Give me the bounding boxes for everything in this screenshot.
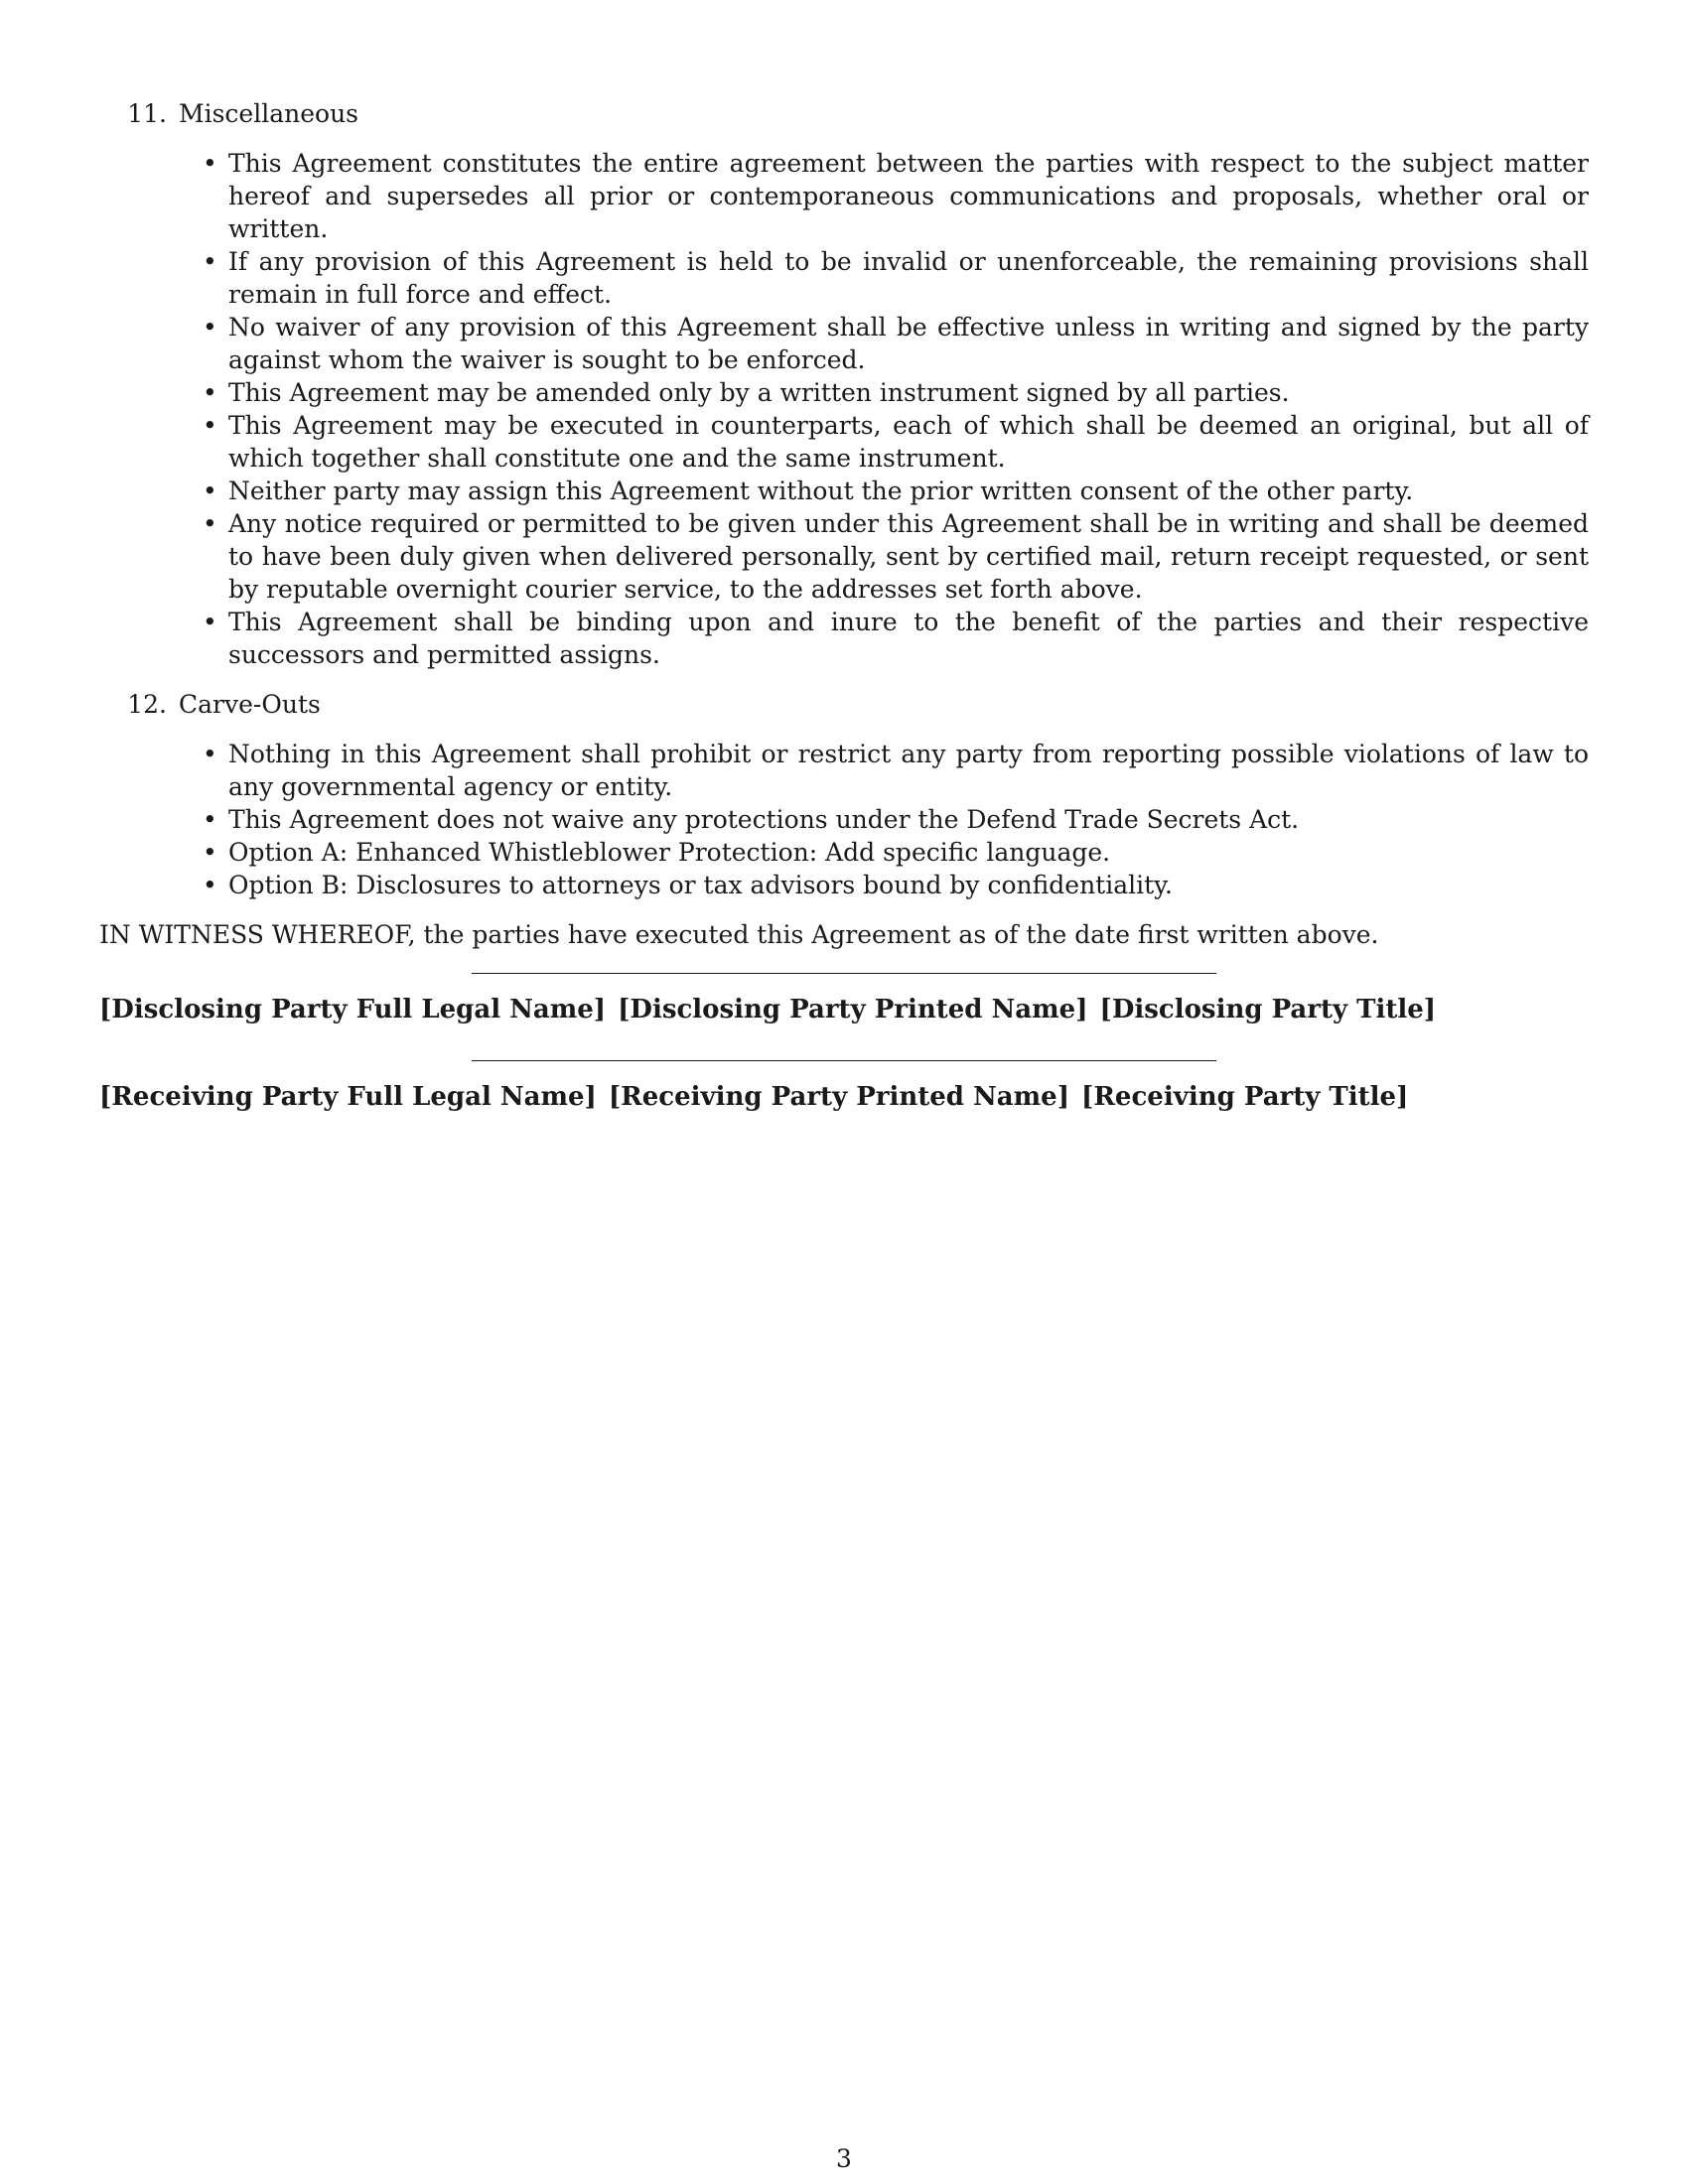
signature-names [99, 994, 1589, 1026]
bullet-icon: • [203, 608, 217, 636]
list-item [203, 869, 1589, 901]
section-carve-outs [99, 688, 1589, 901]
list-item [203, 409, 1589, 475]
bullet-icon: • [203, 378, 217, 407]
list-item-text: This Agreement does not waive any protections under the Defend Trade Secrets Act. [228, 805, 1300, 834]
section-title: Miscellaneous [179, 99, 358, 128]
section-number: 12. [127, 690, 167, 719]
list-item [203, 836, 1589, 869]
bullet-icon: • [203, 805, 217, 834]
bullet-icon: • [203, 247, 217, 276]
list-item-text: This Agreement may be amended only by a written instrument signed by all parties. [228, 378, 1290, 407]
signature-names [99, 1081, 1589, 1114]
list-item [203, 147, 1589, 245]
page-number: 3 [836, 2144, 852, 2173]
list-item-text: This Agreement may be executed in counterparts, each of which shall be deemed an original, but all of which together shall constitute one and the same instrument. [228, 411, 1589, 473]
signatory-title: [Disclosing Party Title] [1099, 995, 1437, 1024]
list-item [203, 376, 1589, 409]
section-miscellaneous [99, 97, 1589, 671]
bullet-icon: • [203, 477, 217, 505]
signatory-printed-name: [Receiving Party Printed Name] [608, 1082, 1070, 1112]
document-page [99, 97, 1589, 1114]
bullet-icon: • [203, 740, 217, 768]
signature-block-disclosing [99, 973, 1589, 1026]
list-item [203, 507, 1589, 606]
list-item-text: Option B: Disclosures to attorneys or tax advisors bound by confidentiality. [228, 871, 1173, 899]
list-item [203, 738, 1589, 803]
list-item-text: Any notice required or permitted to be given under this Agreement shall be in writing and shall be deemed to have been duly given when delivered personally, sent by certified mail, return receipt requested, or sent by reputable overnight courier service, to the addresses set forth above. [228, 509, 1589, 604]
section-heading [99, 97, 1589, 130]
list-item-text: This Agreement shall be binding upon and inure to the benefit of the parties and their respective successors and permitted assigns. [228, 608, 1589, 669]
list-item-text: No waiver of any provision of this Agreement shall be effective unless in writing and signed by the party against whom the waiver is sought to be enforced. [228, 313, 1589, 374]
list-item [203, 803, 1589, 836]
bullet-icon: • [203, 149, 217, 178]
signatory-title: [Receiving Party Title] [1081, 1082, 1409, 1112]
list-item-text: Option A: Enhanced Whistleblower Protection: Add specific language. [228, 838, 1111, 867]
list-item-text: Neither party may assign this Agreement without the prior written consent of the other party. [228, 477, 1414, 505]
bullet-list [99, 738, 1589, 901]
list-item-text: Nothing in this Agreement shall prohibit or restrict any party from reporting possible violations of law to any governmental agency or entity. [228, 740, 1589, 801]
signatory-full-name: [Receiving Party Full Legal Name] [99, 1082, 597, 1112]
bullet-icon: • [203, 509, 217, 538]
list-item [203, 311, 1589, 376]
bullet-icon: • [203, 838, 217, 867]
signature-line [472, 973, 1216, 974]
signatory-full-name: [Disclosing Party Full Legal Name] [99, 995, 607, 1024]
bullet-list [99, 147, 1589, 671]
list-item [203, 245, 1589, 311]
section-number: 11. [127, 99, 167, 128]
section-heading [99, 688, 1589, 721]
signature-block-receiving [99, 1060, 1589, 1114]
list-item [203, 606, 1589, 671]
bullet-icon: • [203, 411, 217, 440]
list-item-text: If any provision of this Agreement is held to be invalid or unenforceable, the remaining provisions shall remain in full force and effect. [228, 247, 1589, 309]
signatory-printed-name: [Disclosing Party Printed Name] [618, 995, 1088, 1024]
bullet-icon: • [203, 871, 217, 899]
witness-clause: IN WITNESS WHEREOF, the parties have executed this Agreement as of the date first written above. [99, 920, 1379, 949]
section-title: Carve-Outs [179, 690, 321, 719]
list-item [203, 475, 1589, 507]
bullet-icon: • [203, 313, 217, 341]
list-item-text: This Agreement constitutes the entire agreement between the parties with respect to the subject matter hereof and supersedes all prior or contemporaneous communications and proposals, whether oral or written. [228, 149, 1589, 243]
signature-line [472, 1060, 1216, 1061]
